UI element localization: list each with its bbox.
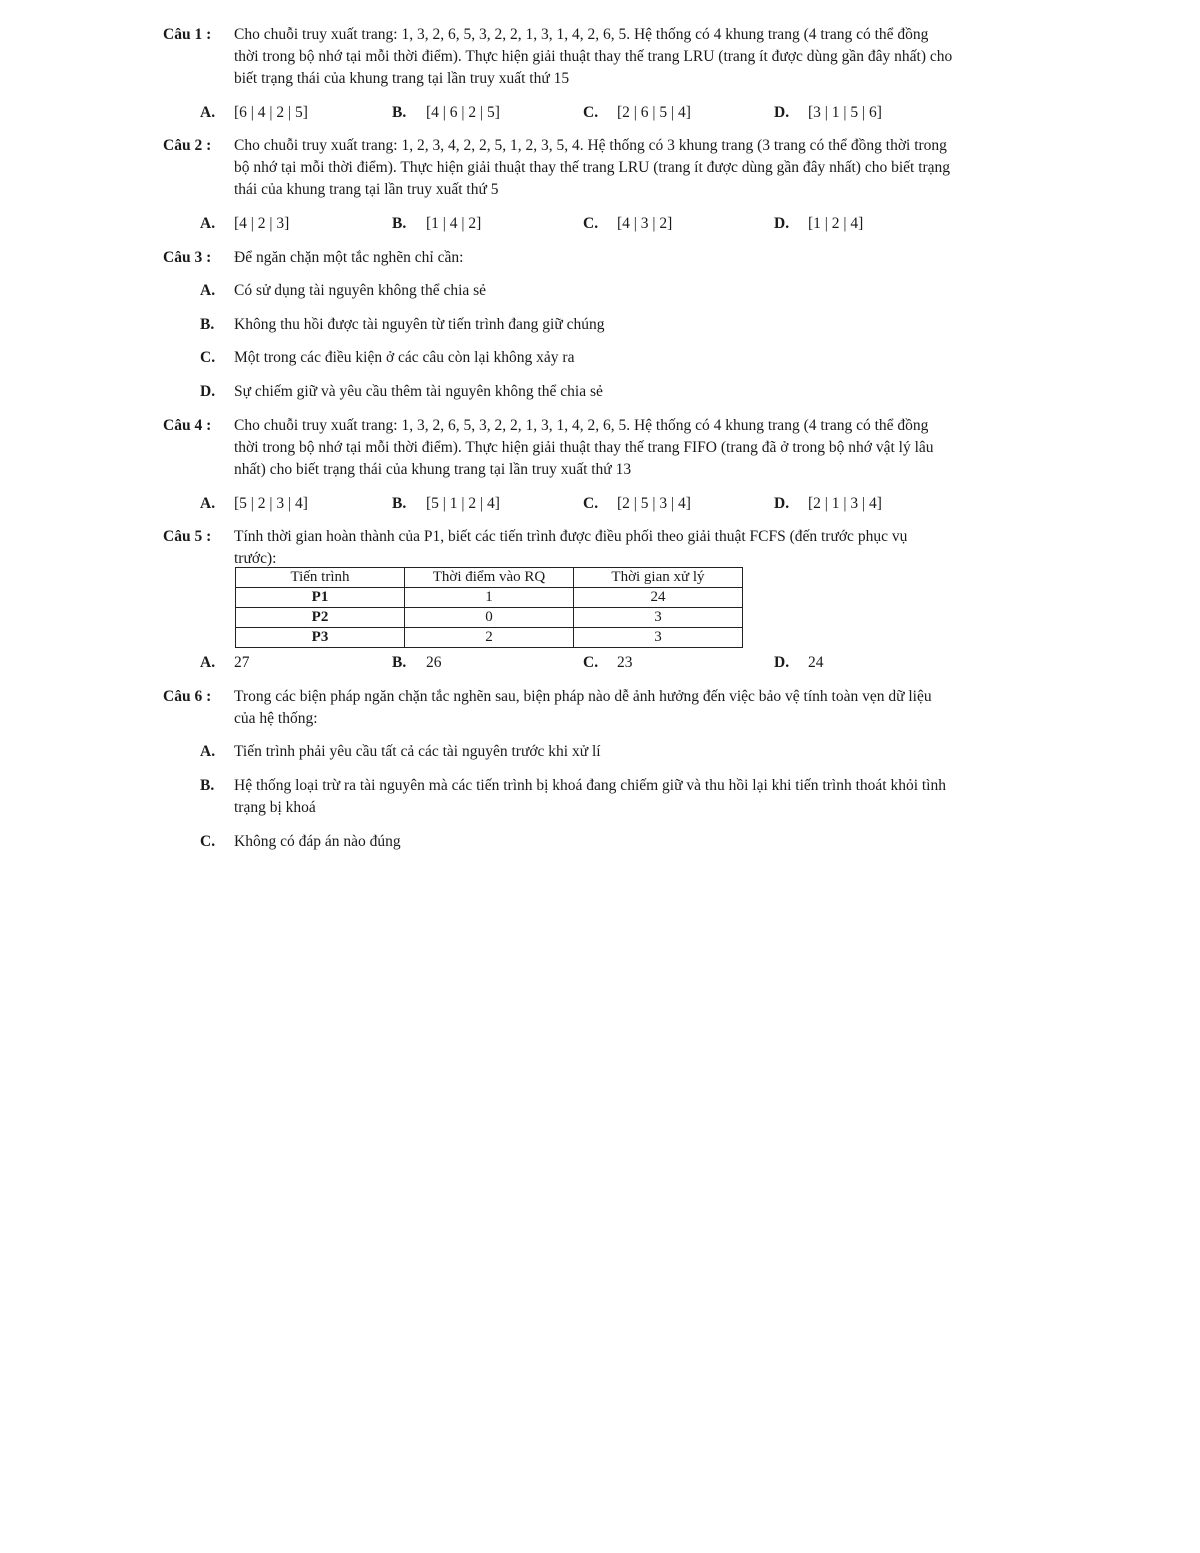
- question-label: Câu 1 :: [163, 26, 212, 43]
- option-c[interactable]: C. [2 | 6 | 5 | 4]: [583, 104, 691, 121]
- table-cell: P1: [236, 588, 405, 608]
- question-label: Câu 4 :: [163, 417, 212, 434]
- table-cell: P3: [236, 628, 405, 648]
- option-b[interactable]: B. Không thu hồi được tài nguyên từ tiến trình đang giữ chúng: [200, 316, 605, 333]
- table-cell: P2: [236, 608, 405, 628]
- options-row: [200, 102, 960, 124]
- option-c[interactable]: C. [2 | 5 | 3 | 4]: [583, 495, 691, 512]
- option-a[interactable]: A. Có sử dụng tài nguyên không thể chia sẻ: [200, 282, 487, 299]
- table-cell: 24: [574, 588, 743, 608]
- options-row: [200, 213, 960, 235]
- question-6: [163, 686, 953, 730]
- option-a[interactable]: A. 27: [200, 654, 250, 671]
- option-d[interactable]: D. Sự chiếm giữ và yêu cầu thêm tài nguyên không thể chia sẻ: [200, 383, 603, 400]
- column-header: Tiến trình: [236, 568, 405, 588]
- table-row: [236, 608, 743, 628]
- option-a[interactable]: A. [6 | 4 | 2 | 5]: [200, 104, 308, 121]
- table-row: [236, 588, 743, 608]
- table-cell: 0: [405, 608, 574, 628]
- table-header-row: [236, 568, 743, 588]
- question-label: Câu 5 :: [163, 528, 212, 545]
- question-text: Để ngăn chặn một tắc nghẽn chỉ cần:: [234, 249, 464, 266]
- options-row: [200, 652, 960, 674]
- question-3: [163, 247, 953, 269]
- question-label: Câu 2 :: [163, 137, 212, 154]
- table-cell: 2: [405, 628, 574, 648]
- option-b[interactable]: B. [1 | 4 | 2]: [392, 215, 482, 232]
- question-text: Cho chuỗi truy xuất trang: 1, 2, 3, 4, 2, 2, 5, 1, 2, 3, 5, 4. Hệ thống có 3 khung trang (3 trang có thể đồng thời trong bộ nhớ tại mỗi thời điểm). Thực hiện giải thuật thay thế trang LRU (trang ít được dùng gần đây nhất) cho biết trạng thái của khung trang tại lần truy xuất thứ 5: [234, 137, 951, 198]
- option-a[interactable]: A. [4 | 2 | 3]: [200, 215, 290, 232]
- question-text: Trong các biện pháp ngăn chặn tắc nghẽn sau, biện pháp nào dễ ảnh hưởng đến việc bảo vệ tính toàn vẹn dữ liệu của hệ thống:: [234, 688, 932, 727]
- question-label: Câu 6 :: [163, 688, 212, 705]
- option-b[interactable]: B. Hệ thống loại trừ ra tài nguyên mà các tiến trình bị khoá đang chiếm giữ và thu hồi lại khi tiến trình thoát khỏi tình trạng bị khoá: [200, 777, 946, 816]
- option-c[interactable]: C. [4 | 3 | 2]: [583, 215, 673, 232]
- question-5: [163, 526, 953, 570]
- question-text: Cho chuỗi truy xuất trang: 1, 3, 2, 6, 5, 3, 2, 2, 1, 3, 1, 4, 2, 6, 5. Hệ thống có 4 khung trang (4 trang có thể đồng thời trong bộ nhớ tại mỗi thời điểm). Thực hiện giải thuật thay thế trang FIFO (trang đã ở trong bộ nhớ vật lý lâu nhất) cho biết trạng thái của khung trang tại lần truy xuất thứ 13: [234, 417, 934, 478]
- question-1: [163, 24, 953, 90]
- option-b[interactable]: B. 26: [392, 654, 442, 671]
- option-b[interactable]: B. [5 | 1 | 2 | 4]: [392, 495, 500, 512]
- table-cell: 3: [574, 628, 743, 648]
- process-table: [235, 567, 743, 648]
- column-header: Thời gian xử lý: [574, 568, 743, 588]
- table-row: [236, 628, 743, 648]
- option-b[interactable]: B. [4 | 6 | 2 | 5]: [392, 104, 500, 121]
- question-text: Tính thời gian hoàn thành của P1, biết các tiến trình được điều phối theo giải thuật FCFS (đến trước phục vụ trước):: [234, 528, 908, 567]
- option-d[interactable]: D. [3 | 1 | 5 | 6]: [774, 104, 882, 121]
- option-c[interactable]: C. Một trong các điều kiện ở các câu còn lại không xảy ra: [200, 349, 575, 366]
- table-cell: 1: [405, 588, 574, 608]
- question-label: Câu 3 :: [163, 249, 212, 266]
- options-row: [200, 493, 960, 515]
- question-4: [163, 415, 953, 481]
- option-d[interactable]: D. [1 | 2 | 4]: [774, 215, 864, 232]
- option-d[interactable]: D. 24: [774, 654, 824, 671]
- option-c[interactable]: C. 23: [583, 654, 633, 671]
- option-a[interactable]: A. [5 | 2 | 3 | 4]: [200, 495, 308, 512]
- question-text: Cho chuỗi truy xuất trang: 1, 3, 2, 6, 5, 3, 2, 2, 1, 3, 1, 4, 2, 6, 5. Hệ thống có 4 khung trang (4 trang có thể đồng thời trong bộ nhớ tại mỗi thời điểm). Thực hiện giải thuật thay thế trang LRU (trang ít được dùng gần đây nhất) cho biết trạng thái của khung trang tại lần truy xuất thứ 15: [234, 26, 953, 87]
- question-2: [163, 135, 953, 201]
- option-c[interactable]: C. Không có đáp án nào đúng: [200, 833, 401, 850]
- option-d[interactable]: D. [2 | 1 | 3 | 4]: [774, 495, 882, 512]
- column-header: Thời điểm vào RQ: [405, 568, 574, 588]
- table-cell: 3: [574, 608, 743, 628]
- option-a[interactable]: A. Tiến trình phải yêu cầu tất cả các tài nguyên trước khi xử lí: [200, 743, 601, 760]
